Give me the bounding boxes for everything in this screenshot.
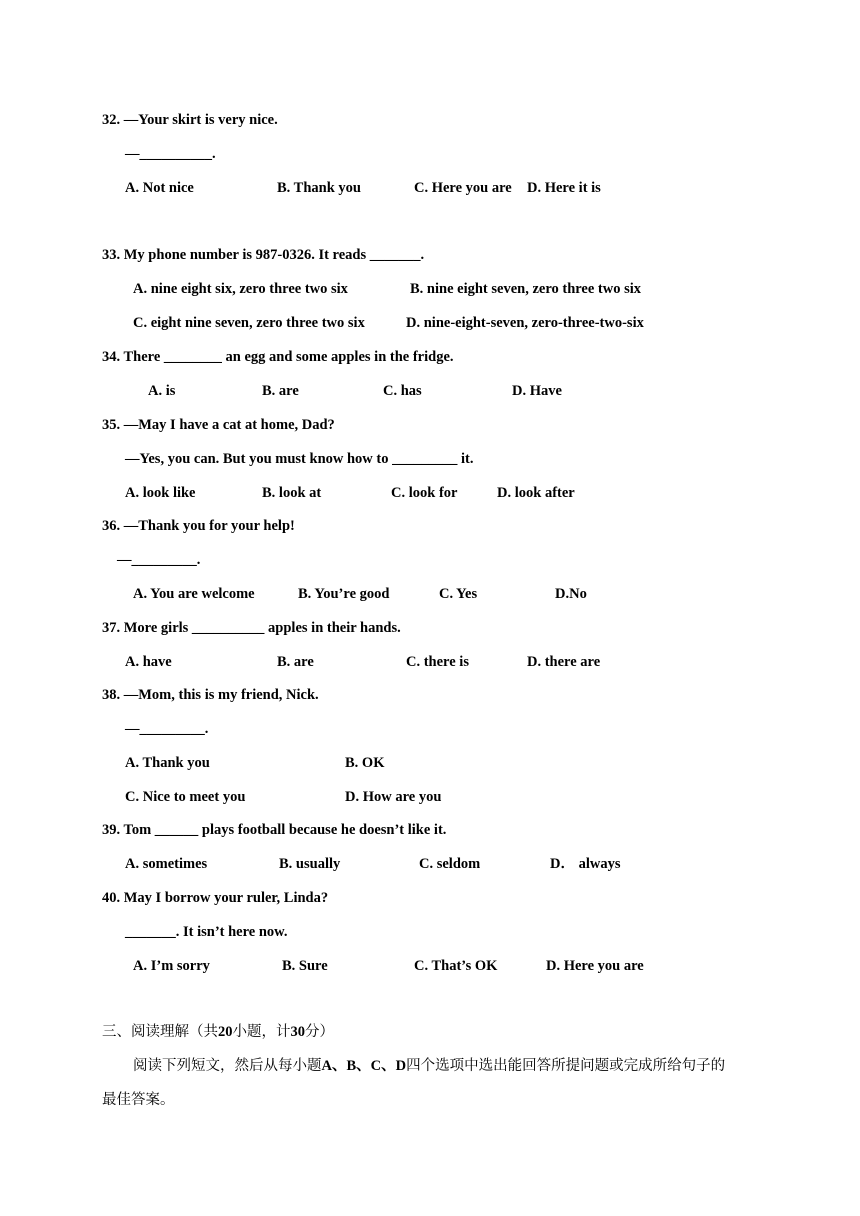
q35-option-d: D. look after: [497, 485, 575, 501]
q32-option-a: A. Not nice: [125, 180, 194, 196]
q34-option-a: A. is: [148, 383, 176, 399]
section-instructions: 阅读下列短文，然后从每小题A、B、C、D四个选项中选出能回答所提问题或完成所给句子的: [133, 1058, 726, 1074]
section-heading: 三、阅读理解（共20小题，计30分）: [102, 1024, 334, 1040]
q37-option-d: D. there are: [527, 654, 601, 670]
q40-option-b: B. Sure: [282, 958, 328, 974]
question-35-stem: 35. —May I have a cat at home, Dad?: [102, 417, 335, 433]
question-34-stem: 34. There ________ an egg and some apples in the fridge.: [102, 349, 454, 365]
question-40-reply: _______. It isn’t here now.: [125, 924, 288, 940]
q39-option-a: A. sometimes: [125, 856, 208, 872]
q34-option-c: C. has: [383, 383, 422, 399]
q37-option-c: C. there is: [406, 654, 469, 670]
question-37-stem: 37. More girls __________ apples in their hands.: [102, 620, 401, 636]
question-36-stem: 36. —Thank you for your help!: [102, 518, 295, 534]
q39-option-c: C. seldom: [419, 856, 481, 872]
q39-option-d: D． always: [550, 856, 621, 872]
q37-option-a: A. have: [125, 654, 172, 670]
q38-option-c: C. Nice to meet you: [125, 789, 246, 805]
question-40-stem: 40. May I borrow your ruler, Linda?: [102, 890, 329, 906]
question-35-reply: —Yes, you can. But you must know how to _________ it.: [125, 451, 474, 467]
q33-option-c: C. eight nine seven, zero three two six: [133, 315, 365, 331]
q36-option-c: C. Yes: [439, 586, 478, 602]
q33-option-b: B. nine eight seven, zero three two six: [410, 281, 642, 297]
q38-option-b: B. OK: [345, 755, 385, 771]
question-38-reply: —_________.: [125, 721, 209, 737]
q38-option-d: D. How are you: [345, 789, 442, 805]
q36-option-a: A. You are welcome: [133, 586, 255, 602]
q38-option-a: A. Thank you: [125, 755, 210, 771]
q36-option-d: D.No: [555, 586, 587, 602]
q40-option-a: A. I’m sorry: [133, 958, 210, 974]
question-36-reply: —_________.: [117, 552, 201, 568]
question-38-stem: 38. —Mom, this is my friend, Nick.: [102, 687, 319, 703]
question-39-stem: 39. Tom ______ plays football because he doesn’t like it.: [102, 822, 447, 838]
q35-option-c: C. look for: [391, 485, 458, 501]
q34-option-d: D. Have: [512, 383, 562, 399]
q32-option-c: C. Here you are: [414, 180, 512, 196]
q39-option-b: B. usually: [279, 856, 341, 872]
section-instructions-line-2: 最佳答案。: [102, 1092, 175, 1108]
q32-option-b: B. Thank you: [277, 180, 361, 196]
q35-option-a: A. look like: [125, 485, 196, 501]
question-33-stem: 33. My phone number is 987-0326. It reads _______.: [102, 247, 425, 263]
q36-option-b: B. You’re good: [298, 586, 390, 602]
question-32-stem: 32. —Your skirt is very nice.: [102, 112, 278, 128]
q34-option-b: B. are: [262, 383, 299, 399]
q40-option-c: C. That’s OK: [414, 958, 498, 974]
q33-option-a: A. nine eight six, zero three two six: [133, 281, 348, 297]
q40-option-d: D. Here you are: [546, 958, 644, 974]
q37-option-b: B. are: [277, 654, 314, 670]
q32-option-d: D. Here it is: [527, 180, 601, 196]
question-32-reply: —__________.: [125, 146, 216, 162]
q33-option-d: D. nine-eight-seven, zero-three-two-six: [406, 315, 644, 331]
q35-option-b: B. look at: [262, 485, 322, 501]
